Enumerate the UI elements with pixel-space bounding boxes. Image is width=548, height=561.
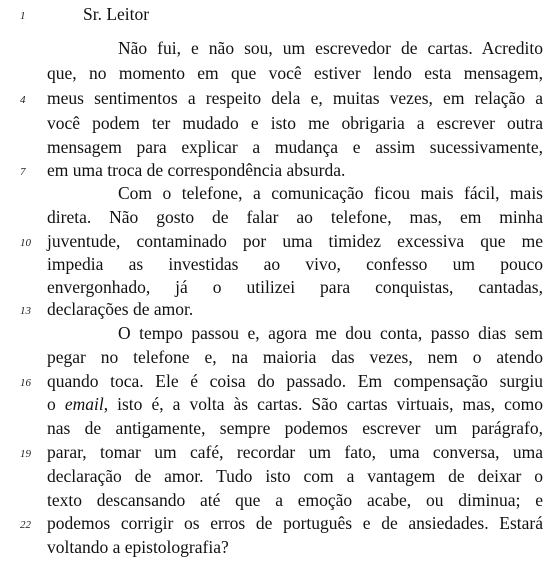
text-line <box>0 86 548 110</box>
text-line <box>0 488 548 512</box>
text-line <box>0 321 548 345</box>
text-line <box>0 2 548 26</box>
paragraph-text: parar, tomar um café, recordar um fato, uma conversa, uma <box>47 442 543 462</box>
text-line <box>0 205 548 229</box>
paragraph-text: em uma troca de correspondência absurda. <box>47 160 346 180</box>
paragraph-text: que, no momento em que você estiver lendo esta mensagem, <box>47 63 543 83</box>
paragraph-text: envergonhado, já o utilizei para conquistas, cantadas, <box>47 277 543 297</box>
text-line <box>0 440 548 464</box>
text-line <box>0 61 548 85</box>
line-number: 16 <box>20 377 31 389</box>
text-run: , isto é, a volta às cartas. São cartas virtuais, mas, como <box>103 394 543 414</box>
text-line <box>0 135 548 159</box>
paragraph-text: nas de antigamente, sempre podemos escrever um parágrafo, <box>47 418 543 438</box>
text-line <box>0 535 548 559</box>
text-line <box>0 392 548 416</box>
text-line <box>0 369 548 393</box>
text-line <box>0 229 548 253</box>
line-number: 1 <box>20 10 26 22</box>
paragraph-text <box>47 392 543 416</box>
paragraph-text: quando toca. Ele é coisa do passado. Em compensação surgiu <box>47 371 543 391</box>
salutation: Sr. Leitor <box>83 4 150 24</box>
text-line <box>0 111 548 135</box>
paragraph-text: impedia as investidas ao vivo, confesso um pouco <box>47 254 543 274</box>
paragraph-text: podemos corrigir os erros de português e de ansiedades. Estará <box>47 513 543 533</box>
text-run: o <box>47 394 65 414</box>
text-line <box>0 464 548 488</box>
text-line <box>0 252 548 276</box>
paragraph-text: pegar no telefone e, na maioria das vezes, nem o atendo <box>47 347 543 367</box>
paragraph-text: Não fui, e não sou, um escrevedor de cartas. Acredito <box>118 38 543 58</box>
text-line <box>0 36 548 60</box>
paragraph-text: declaração de amor. Tudo isto com a vantagem de deixar o <box>47 466 543 486</box>
paragraph-text: voltando a epistolografia? <box>47 537 229 557</box>
text-line <box>0 416 548 440</box>
text-line <box>0 275 548 299</box>
line-number: 4 <box>20 94 26 106</box>
line-number: 7 <box>20 166 26 178</box>
emphasis-email: email <box>64 394 104 414</box>
line-number: 10 <box>20 237 31 249</box>
paragraph-text: declarações de amor. <box>47 299 194 319</box>
paragraph-text: meus sentimentos a respeito dela e, muitas vezes, em relação a <box>47 88 543 108</box>
line-number: 22 <box>20 519 31 531</box>
paragraph-text: direta. Não gosto de falar ao telefone, mas, em minha <box>47 207 543 227</box>
paragraph-text: mensagem para explicar a mudança e assim sucessivamente, <box>47 137 543 157</box>
text-line <box>0 158 548 182</box>
text-line <box>0 345 548 369</box>
text-line <box>0 297 548 321</box>
line-number: 19 <box>20 448 31 460</box>
paragraph-text: você podem ter mudado e isto me obrigaria a escrever outra <box>47 113 543 133</box>
paragraph-text: O tempo passou e, agora me dou conta, passo dias sem <box>118 323 543 343</box>
paragraph-text: juventude, contaminado por uma timidez excessiva que me <box>47 231 543 251</box>
paragraph-text: texto descansando até que a emoção acabe, ou diminua; e <box>47 490 543 510</box>
text-line <box>0 181 548 205</box>
line-number: 13 <box>20 305 31 317</box>
text-line <box>0 511 548 535</box>
paragraph-text: Com o telefone, a comunicação ficou mais fácil, mais <box>118 183 543 203</box>
